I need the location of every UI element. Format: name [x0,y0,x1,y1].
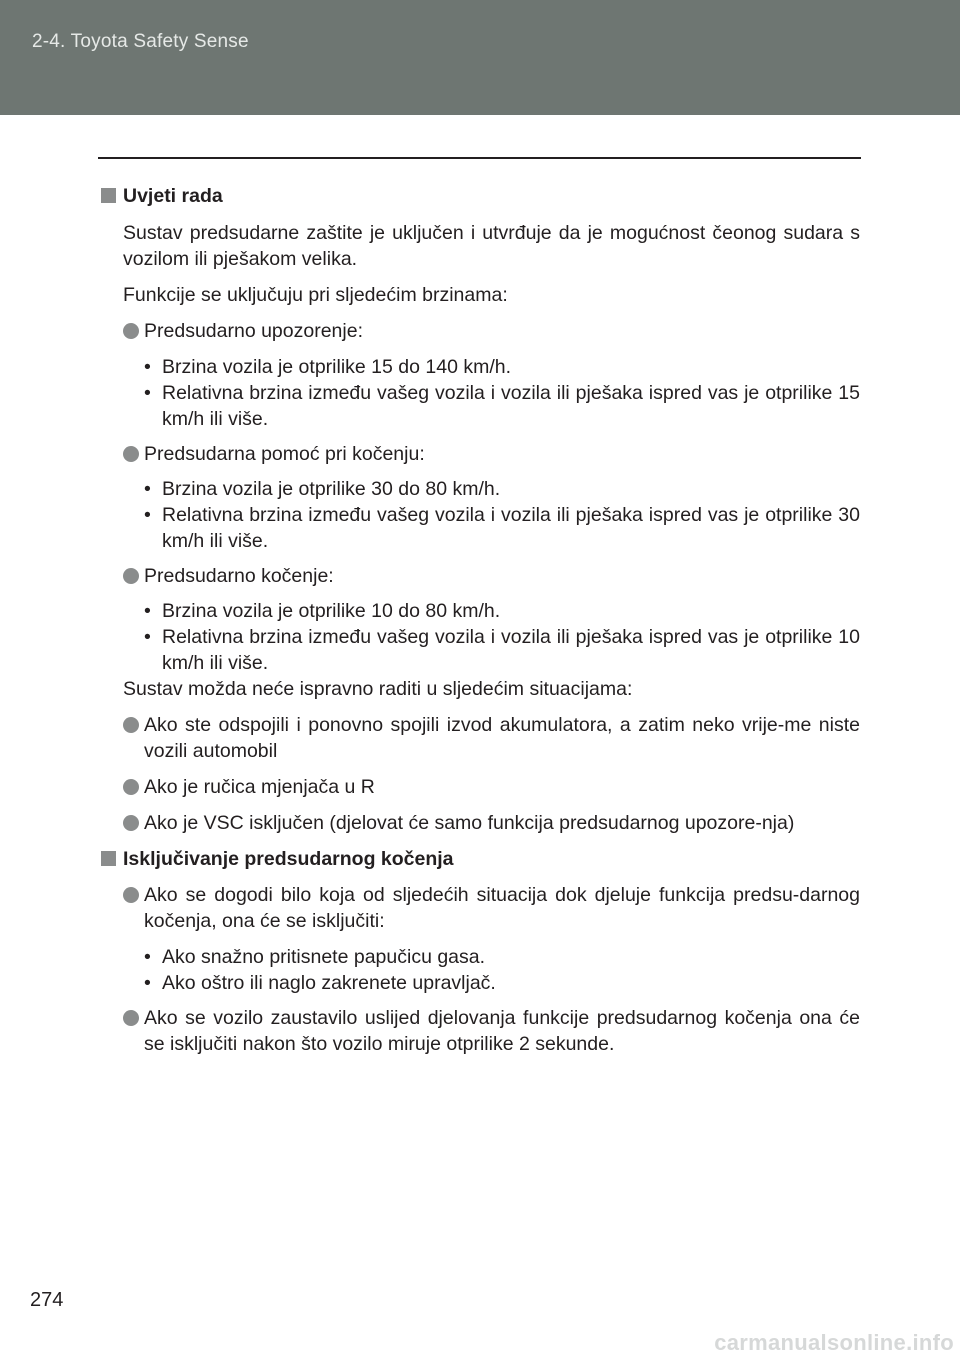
top-rule [98,157,861,159]
bullet-dot-icon: • [144,478,151,500]
sub-bullet: • Relativna brzina između vašeg vozila i vozila ili pješaka ispred vas je otprilike 10 km/h ili više. [144,626,860,674]
section-heading-operating-conditions: Uvjeti rada [100,183,860,209]
list-item-brake-assist: Predsudarna pomoć pri kočenju: [100,441,860,467]
square-bullet-icon [101,851,116,866]
circle-bullet-icon [123,815,139,831]
circle-bullet-icon [123,1010,139,1026]
list-item-cancel: Ako se vozilo zaustavilo uslijed djelovanja funkcije predsudarnog kočenja ona će se isključiti nakon što vozilo miruje otprilike 2 sekunde. [100,1005,860,1057]
circle-bullet-icon [123,717,139,733]
list-item-situation: Ako je ručica mjenjača u R [100,774,860,800]
sub-bullet: • Brzina vozila je otprilike 30 do 80 km/h. [144,478,501,500]
sub-bullet: • Ako oštro ili naglo zakrenete upravljač. [144,972,496,994]
paragraph-speeds-intro: Funkcije se uključuju pri sljedećim brzinama: [123,284,508,306]
sub-bullet: • Brzina vozila je otprilike 10 do 80 km/h. [144,600,501,622]
list-item-situation: Ako ste odspojili i ponovno spojili izvod akumulatora, a zatim neko vrije-me niste vozili automobil [100,712,860,764]
list-item-warning: Predsudarno upozorenje: [100,318,860,344]
paragraph-situations-intro: Sustav možda neće ispravno raditi u sljedećim situacijama: [123,678,633,700]
circle-bullet-icon [123,887,139,903]
list-item-braking: Predsudarno kočenje: [100,563,860,589]
bullet-dot-icon: • [144,504,151,526]
header-bar [0,0,960,115]
circle-bullet-icon [123,323,139,339]
circle-bullet-icon [123,779,139,795]
bullet-dot-icon: • [144,946,151,968]
watermark: carmanualsonline.info [714,1330,954,1355]
bullet-dot-icon: • [144,972,151,994]
list-item-cancel: Ako se dogodi bilo koja od sljedećih situacija dok djeluje funkcija predsu-darnog kočenja, ona će se isključiti: [100,882,860,934]
sub-bullet: • Ako snažno pritisnete papučicu gasa. [144,946,486,968]
section-title: 2-4. Toyota Safety Sense [32,31,249,52]
circle-bullet-icon [123,568,139,584]
circle-bullet-icon [123,446,139,462]
bullet-dot-icon: • [144,382,151,404]
page-content [100,183,860,1057]
sub-bullet: • Relativna brzina između vašeg vozila i vozila ili pješaka ispred vas je otprilike 30 km/h ili više. [144,504,860,552]
sub-bullet: • Brzina vozila je otprilike 15 do 140 km/h. [144,356,512,378]
list-item-situation: Ako je VSC isključen (djelovat će samo funkcija predsudarnog upozore-nja) [100,810,860,836]
sub-bullet: • Relativna brzina između vašeg vozila i vozila ili pješaka ispred vas je otprilike 15 km/h ili više. [144,382,860,430]
bullet-dot-icon: • [144,626,151,648]
square-bullet-icon [101,188,116,203]
section-heading-braking-cancel: Isključivanje predsudarnog kočenja [100,846,860,872]
paragraph-intro: Sustav predsudarne zaštite je uključen i utvrđuje da je mogućnost čeonog sudara s vozilom ili pješakom velika. [123,222,860,270]
page-number: 274 [30,1289,64,1311]
bullet-dot-icon: • [144,356,151,378]
bullet-dot-icon: • [144,600,151,622]
